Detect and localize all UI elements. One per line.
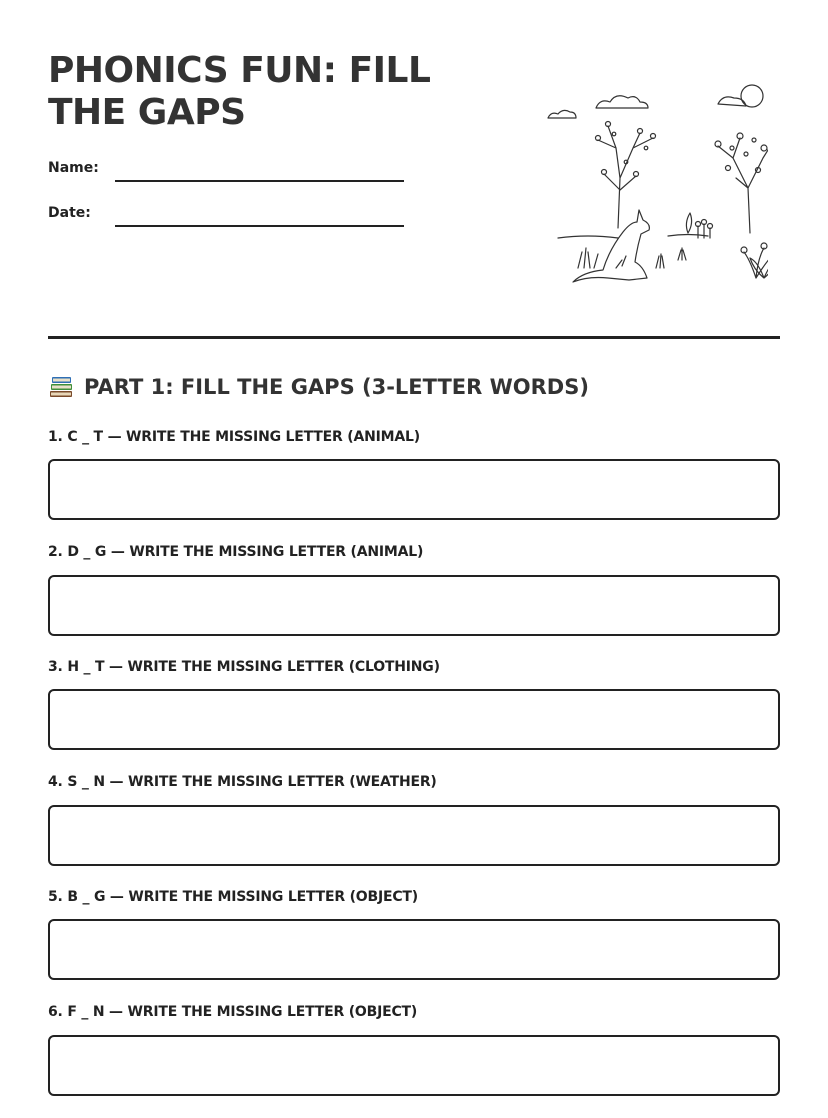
books-icon — [48, 374, 74, 400]
question-4-answer-box[interactable] — [48, 805, 780, 866]
name-field-row — [48, 160, 408, 184]
question-6-answer-box[interactable] — [48, 1035, 780, 1096]
question-5-label: 5. B _ G — WRITE THE MISSING LETTER (OBJECT) — [48, 889, 418, 905]
page-title: PHONICS FUN: FILL THE GAPS — [48, 50, 431, 133]
date-field-row — [48, 205, 408, 229]
worksheet-page — [48, 0, 780, 1118]
question-2-answer-box[interactable] — [48, 575, 780, 636]
kangaroo-bush-scene-illustration — [518, 78, 768, 288]
question-6-label: 6. F _ N — WRITE THE MISSING LETTER (OBJECT) — [48, 1004, 418, 1020]
section-divider — [48, 336, 780, 339]
date-field[interactable] — [115, 225, 404, 227]
question-3-answer-box[interactable] — [48, 689, 780, 750]
question-2-label: 2. D _ G — WRITE THE MISSING LETTER (ANIMAL) — [48, 544, 424, 560]
part1-title: PART 1: FILL THE GAPS (3-LETTER WORDS) — [84, 375, 589, 399]
name-label: Name: — [48, 160, 99, 176]
name-field[interactable] — [115, 180, 404, 182]
question-1-answer-box[interactable] — [48, 459, 780, 520]
part1-heading — [48, 374, 589, 400]
question-5-answer-box[interactable] — [48, 919, 780, 980]
question-3-label: 3. H _ T — WRITE THE MISSING LETTER (CLOTHING) — [48, 659, 440, 675]
date-label: Date: — [48, 205, 91, 221]
question-4-label: 4. S _ N — WRITE THE MISSING LETTER (WEATHER) — [48, 774, 437, 790]
question-1-label: 1. C _ T — WRITE THE MISSING LETTER (ANIMAL) — [48, 429, 420, 445]
